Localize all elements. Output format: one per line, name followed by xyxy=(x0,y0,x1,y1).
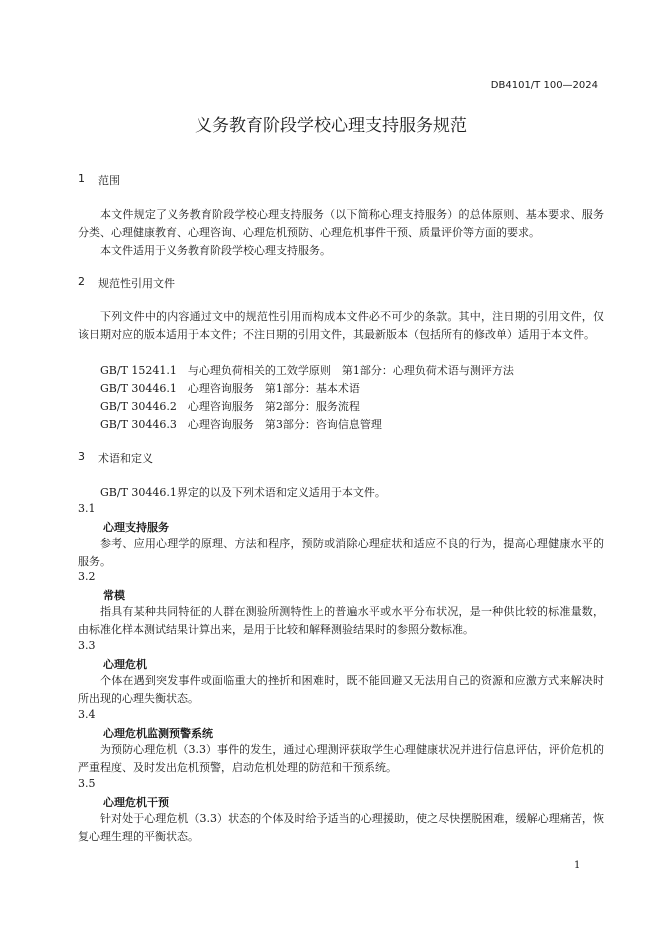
section-3-heading: 术语和定义 xyxy=(98,452,153,465)
term-number: 3.3 xyxy=(78,639,96,652)
section-2-heading: 规范性引用文件 xyxy=(98,277,175,290)
term-definition xyxy=(78,741,604,777)
normative-reference: GB/T 30446.3 心理咨询服务 第3部分：咨询信息管理 xyxy=(100,418,382,431)
term-definition-text: 为预防心理危机（3.3）事件的发生，通过心理测评获取学生心理健康状况并进行信息评估，评价危机的严重程度、及时发出危机预警，启动危机处理的防范和干预系统。 xyxy=(78,743,604,774)
normative-reference: GB/T 15241.1 与心理负荷相关的工效学原则 第1部分：心理负荷术语与测评方法 xyxy=(100,364,514,377)
term-title: 心理支持服务 xyxy=(103,521,169,534)
term-title: 心理危机干预 xyxy=(103,796,169,809)
section-1-body xyxy=(78,206,604,260)
normative-reference: GB/T 30446.1 心理咨询服务 第1部分：基本术语 xyxy=(100,382,360,395)
term-definition-text: 指具有某种共同特征的人群在测验所测特性上的普遍水平或水平分布状况，是一种供比较的标准量数，由标准化样本测试结果计算出来，是用于比较和解释测验结果时的参照分数标准。 xyxy=(78,605,604,636)
standard-number: DB4101/T 100—2024 xyxy=(490,80,598,91)
section-1-heading: 范围 xyxy=(98,174,120,187)
normative-reference: GB/T 30446.2 心理咨询服务 第2部分：服务流程 xyxy=(100,400,360,413)
term-number: 3.4 xyxy=(78,708,96,721)
term-definition xyxy=(78,810,604,846)
section-1-paragraph-2: 本文件适用于义务教育阶段学校心理支持服务。 xyxy=(100,244,331,257)
term-definition xyxy=(78,603,604,639)
document-title: 义务教育阶段学校心理支持服务规范 xyxy=(195,116,467,136)
section-2-number: 2 xyxy=(78,275,85,288)
term-definition xyxy=(78,535,604,571)
term-definition-text: 参考、应用心理学的原理、方法和程序，预防或消除心理症状和适应不良的行为，提高心理健康水平的服务。 xyxy=(78,537,604,568)
term-definition xyxy=(78,672,604,708)
section-1-paragraph-1: 本文件规定了义务教育阶段学校心理支持服务（以下简称心理支持服务）的总体原则、基本要求、服务分类、心理健康教育、心理咨询、心理危机预防、心理危机事件干预、质量评价等方面的要求。 xyxy=(78,208,604,239)
term-title: 常模 xyxy=(103,589,125,602)
term-title: 心理危机监测预警系统 xyxy=(103,727,213,740)
term-number: 3.1 xyxy=(78,502,96,515)
section-2-body xyxy=(78,308,604,344)
section-1-number: 1 xyxy=(78,172,85,185)
term-number: 3.2 xyxy=(78,570,96,583)
section-2-intro: 下列文件中的内容通过文中的规范性引用而构成本文件必不可少的条款。其中，注日期的引用文件，仅该日期对应的版本适用于本文件；不注日期的引用文件，其最新版本（包括所有的修改单）适用于本文件。 xyxy=(78,310,604,341)
term-title: 心理危机 xyxy=(103,658,147,671)
term-number: 3.5 xyxy=(78,777,96,790)
term-definition-text: 个体在遇到突发事件或面临重大的挫折和困难时，既不能回避又无法用自己的资源和应激方式来解决时所出现的心理失衡状态。 xyxy=(78,674,604,705)
page-number: 1 xyxy=(574,860,581,871)
section-3-number: 3 xyxy=(78,450,85,463)
term-definition-text: 针对处于心理危机（3.3）状态的个体及时给予适当的心理援助，使之尽快摆脱困难，缓解心理痛苦，恢复心理生理的平衡状态。 xyxy=(78,812,604,843)
section-3-intro: GB/T 30446.1界定的以及下列术语和定义适用于本文件。 xyxy=(100,486,386,499)
